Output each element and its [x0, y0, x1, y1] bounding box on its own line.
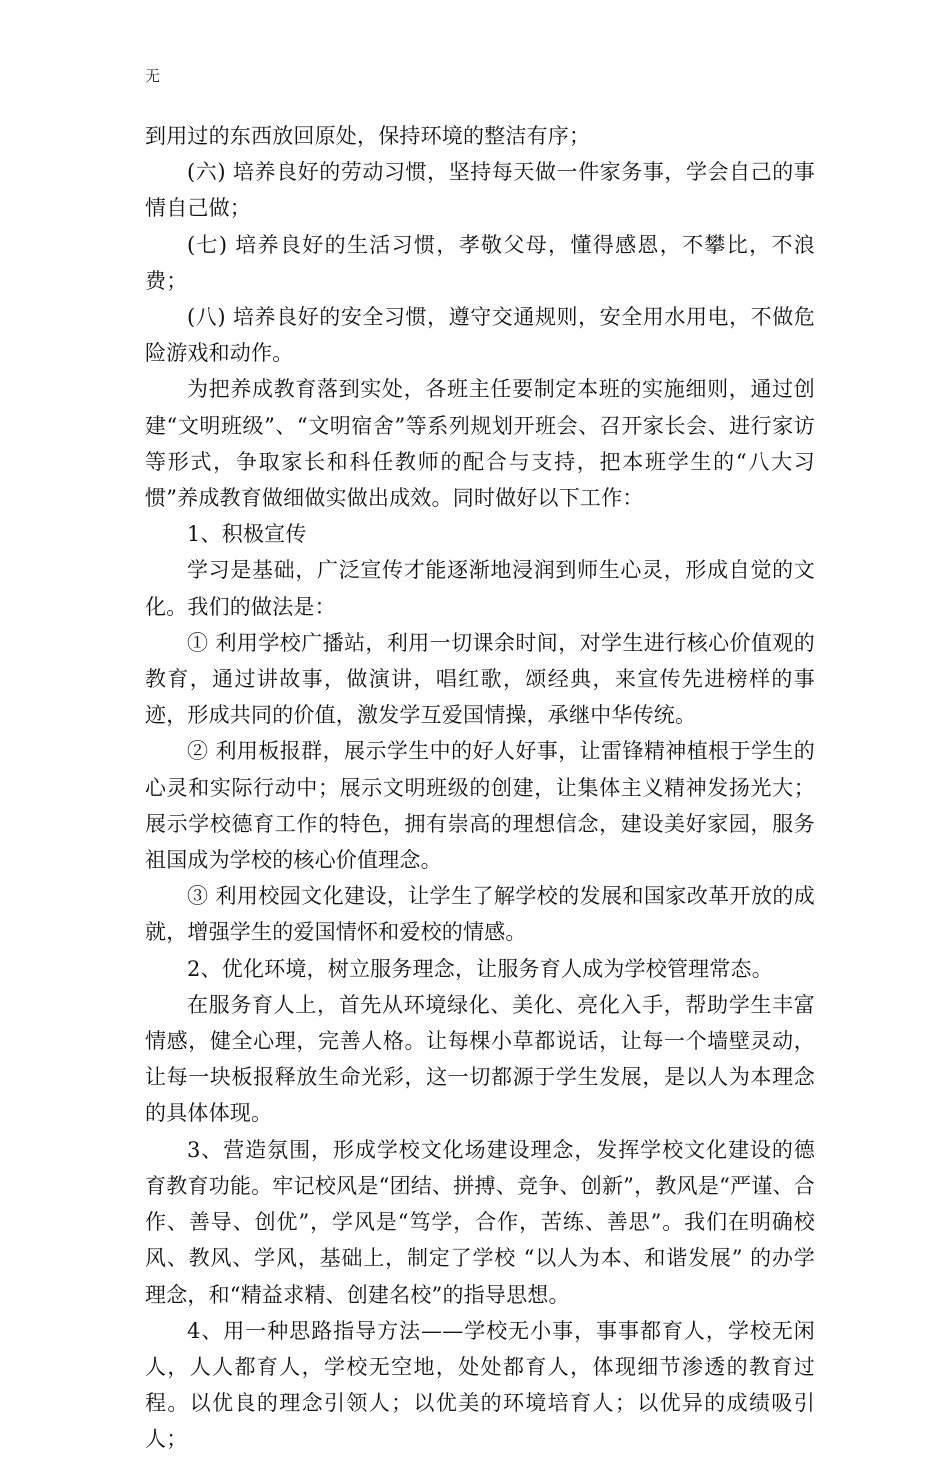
list-item: ① 利用学校广播站，利用一切课余时间，对学生进行核心价值观的教育，通过讲故事，做演讲，唱红歌，颂经典，来宣传先进榜样的事迹，形成共同的价值，激发学互爱国情操，承继中华传统。 — [145, 630, 815, 728]
section-heading: 2、优化环境，树立服务理念，让服务育人成为学校管理常态。 — [187, 956, 773, 981]
paragraph: 3、营造氛围，形成学校文化场建设理念，发挥学校文化建设的德育教育功能。牢记校风是“团结、拼搏、竞争、创新”，教风是“严谨、合作、善导、创优”，学风是“笃学，合作，苦练、善思”。我们在明确校风、教风、学风，基础上，制定了学校 “以人为本、和谐发展” 的办学理念，和“精益求精、创建名校”的指导思想。 — [145, 1137, 815, 1307]
paragraph: 学习是基础，广泛宣传才能逐渐地浸润到师生心灵，形成自觉的文化。我们的做法是： — [145, 558, 815, 619]
list-item: ② 利用板报群，展示学生中的好人好事，让雷锋精神植根于学生的心灵和实际行动中；展示文明班级的创建，让集体主义精神发扬光大；展示学校德育工作的特色，拥有崇高的理想信念，建设美好家园，服务祖国成为学校的核心价值理念。 — [145, 739, 815, 873]
page-header: 无 — [145, 67, 161, 85]
paragraph: 4、用一种思路指导方法——学校无小事，事事都育人，学校无闲人，人人都育人，学校无空地，处处都育人，体现细节渗透的教育过程。以优良的理念引领人；以优美的环境培育人；以优异的成绩吸引人； — [145, 1318, 815, 1452]
paragraph: 到用过的东西放回原处，保持环境的整洁有序； — [145, 124, 591, 148]
paragraph: 为把养成教育落到实处，各班主任要制定本班的实施细则，通过创建“文明班级”、“文明宿舍”等系列规划开班会、召开家长会、进行家访等形式，争取家长和科任教师的配合与支持，把本班学生的“八大习惯”养成教育做细做实做出成效。同时做好以下工作： — [145, 377, 815, 511]
paragraph: (八) 培养良好的安全习惯，遵守交通规则，安全用水用电，不做危险游戏和动作。 — [145, 305, 815, 366]
paragraph: 在服务育人上，首先从环境绿化、美化、亮化入手，帮助学生丰富情感，健全心理，完善人格。让每棵小草都说话，让每一个墙壁灵动，让每一块板报释放生命光彩，这一切都源于学生发展，是以人为本理念的具体体现。 — [145, 992, 815, 1126]
list-item: ③ 利用校园文化建设，让学生了解学校的发展和国家改革开放的成就，增强学生的爱国情怀和爱校的情感。 — [145, 884, 815, 945]
document-body — [145, 118, 815, 1458]
section-heading: 1、积极宣传 — [187, 522, 307, 547]
paragraph: (六) 培养良好的劳动习惯，坚持每天做一件家务事，学会自己的事情自己做； — [145, 160, 815, 221]
paragraph: (七) 培养良好的生活习惯，孝敬父母，懂得感恩，不攀比，不浪费； — [145, 232, 815, 293]
